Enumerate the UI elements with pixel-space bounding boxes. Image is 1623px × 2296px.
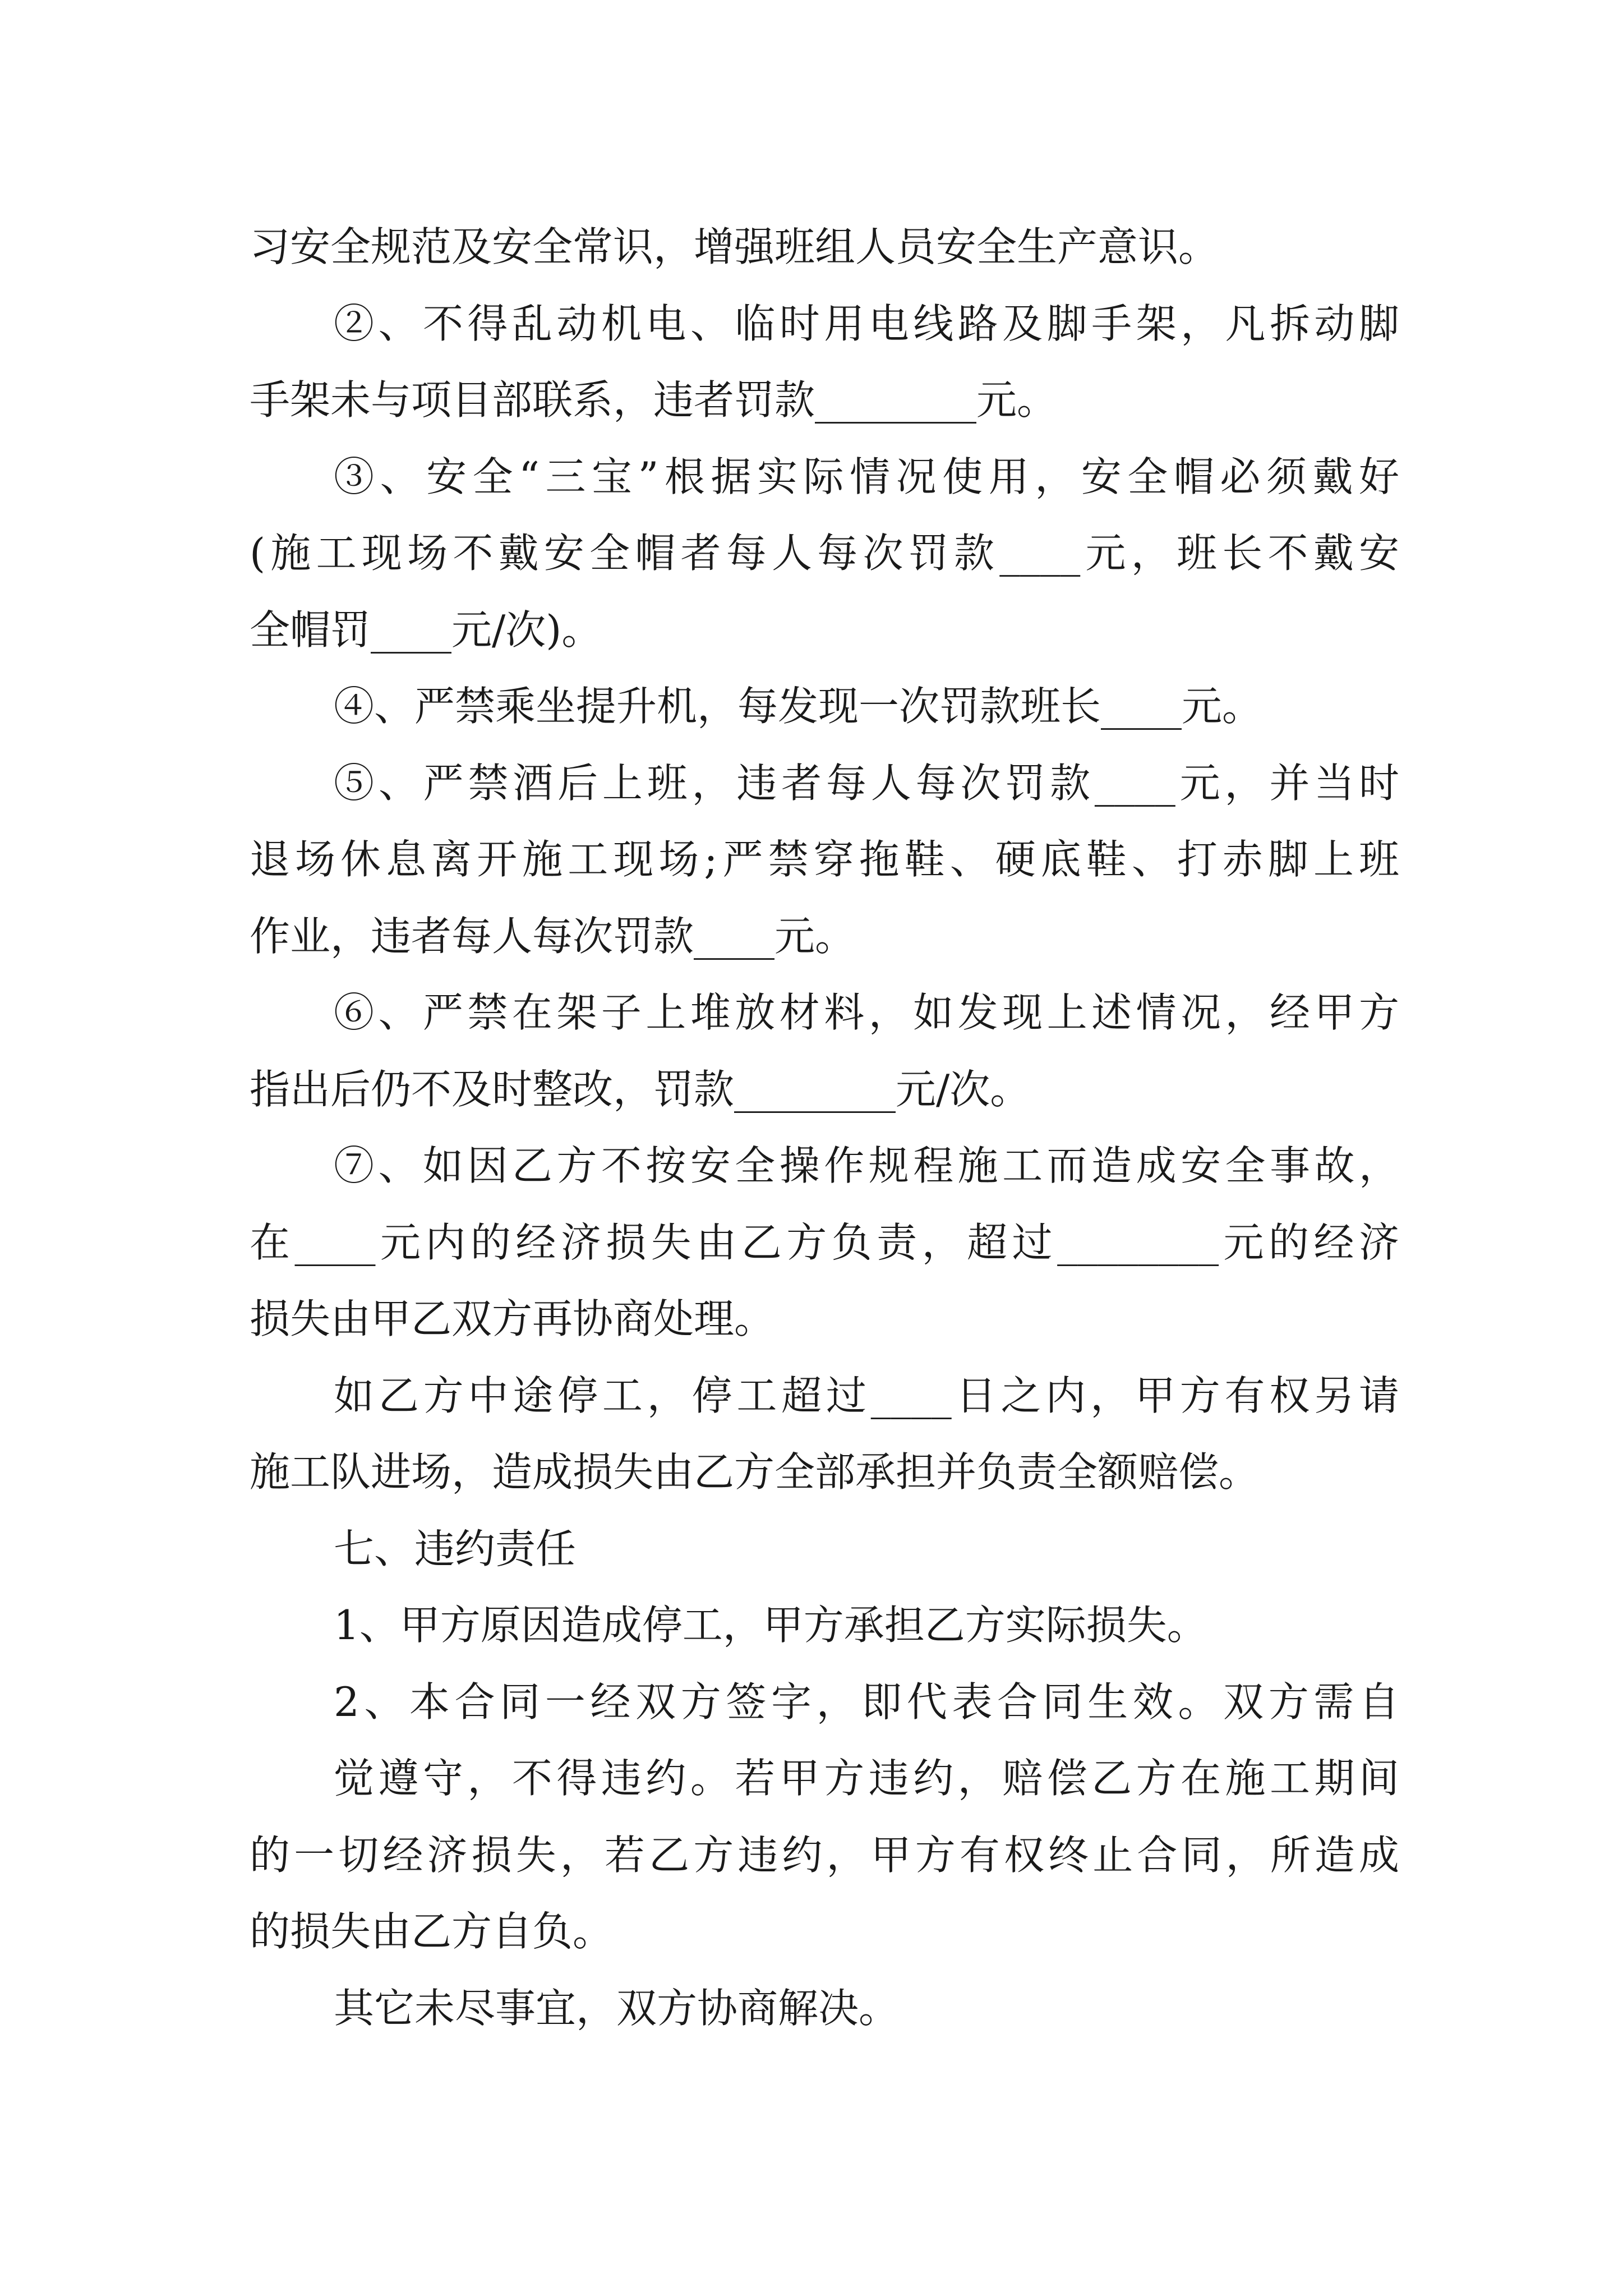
text-line: 的损失由乙方自负。: [250, 1908, 614, 1955]
text-line: 施工队进场，造成损失由乙方全部承担并负责全额赔偿。: [250, 1448, 1260, 1496]
text-line: 的一切经济损失，若乙方违约，甲方有权终止合同，所造成: [250, 1831, 1399, 1879]
text-line: ②、不得乱动机电、临时用电线路及脚手架，凡拆动脚: [334, 300, 1399, 347]
text-line: ③、安全“三宝”根据实际情况使用，安全帽必须戴好: [334, 453, 1399, 500]
text-line: ⑥、严禁在架子上堆放材料，如发现上述情况，经甲方: [334, 989, 1399, 1036]
text-line: (施工现场不戴安全帽者每人每次罚款____元，班长不戴安: [250, 530, 1399, 577]
text-line: 全帽罚____元/次)。: [250, 606, 602, 654]
text-line: 手架未与项目部联系，违者罚款________元。: [250, 376, 1058, 424]
text-line: ⑦、如因乙方不按安全操作规程施工而造成安全事故，: [334, 1142, 1399, 1189]
text-line: ④、严禁乘坐提升机，每发现一次罚款班长____元。: [334, 683, 1263, 730]
text-line: 1、甲方原因造成停工，甲方承担乙方实际损失。: [334, 1602, 1207, 1649]
text-line: 指出后仍不及时整改，罚款________元/次。: [250, 1065, 1031, 1113]
text-line: 2、本合同一经双方签字，即代表合同生效。双方需自: [334, 1678, 1399, 1726]
text-line: 作业，违者每人每次罚款____元。: [250, 912, 856, 960]
text-line: 损失由甲乙双方再协商处理。: [250, 1295, 775, 1342]
text-line: ⑤、严禁酒后上班，违者每人每次罚款____元，并当时: [334, 759, 1399, 807]
text-line: 退场休息离开施工现场;严禁穿拖鞋、硬底鞋、打赤脚上班: [250, 836, 1399, 883]
text-line: 如乙方中途停工，停工超过____日之内，甲方有权另请: [334, 1372, 1399, 1419]
text-line: 在____元内的经济损失由乙方负责，超过________元的经济: [250, 1218, 1399, 1266]
document-body: [250, 209, 1399, 2046]
text-line: 习安全规范及安全常识，增强班组人员安全生产意识。: [250, 223, 1219, 270]
text-line: 其它未尽事宜，双方协商解决。: [334, 1984, 900, 2032]
text-line: 觉遵守，不得违约。若甲方违约，赔偿乙方在施工期间: [334, 1755, 1399, 1802]
section-heading: 七、违约责任: [334, 1525, 577, 1572]
